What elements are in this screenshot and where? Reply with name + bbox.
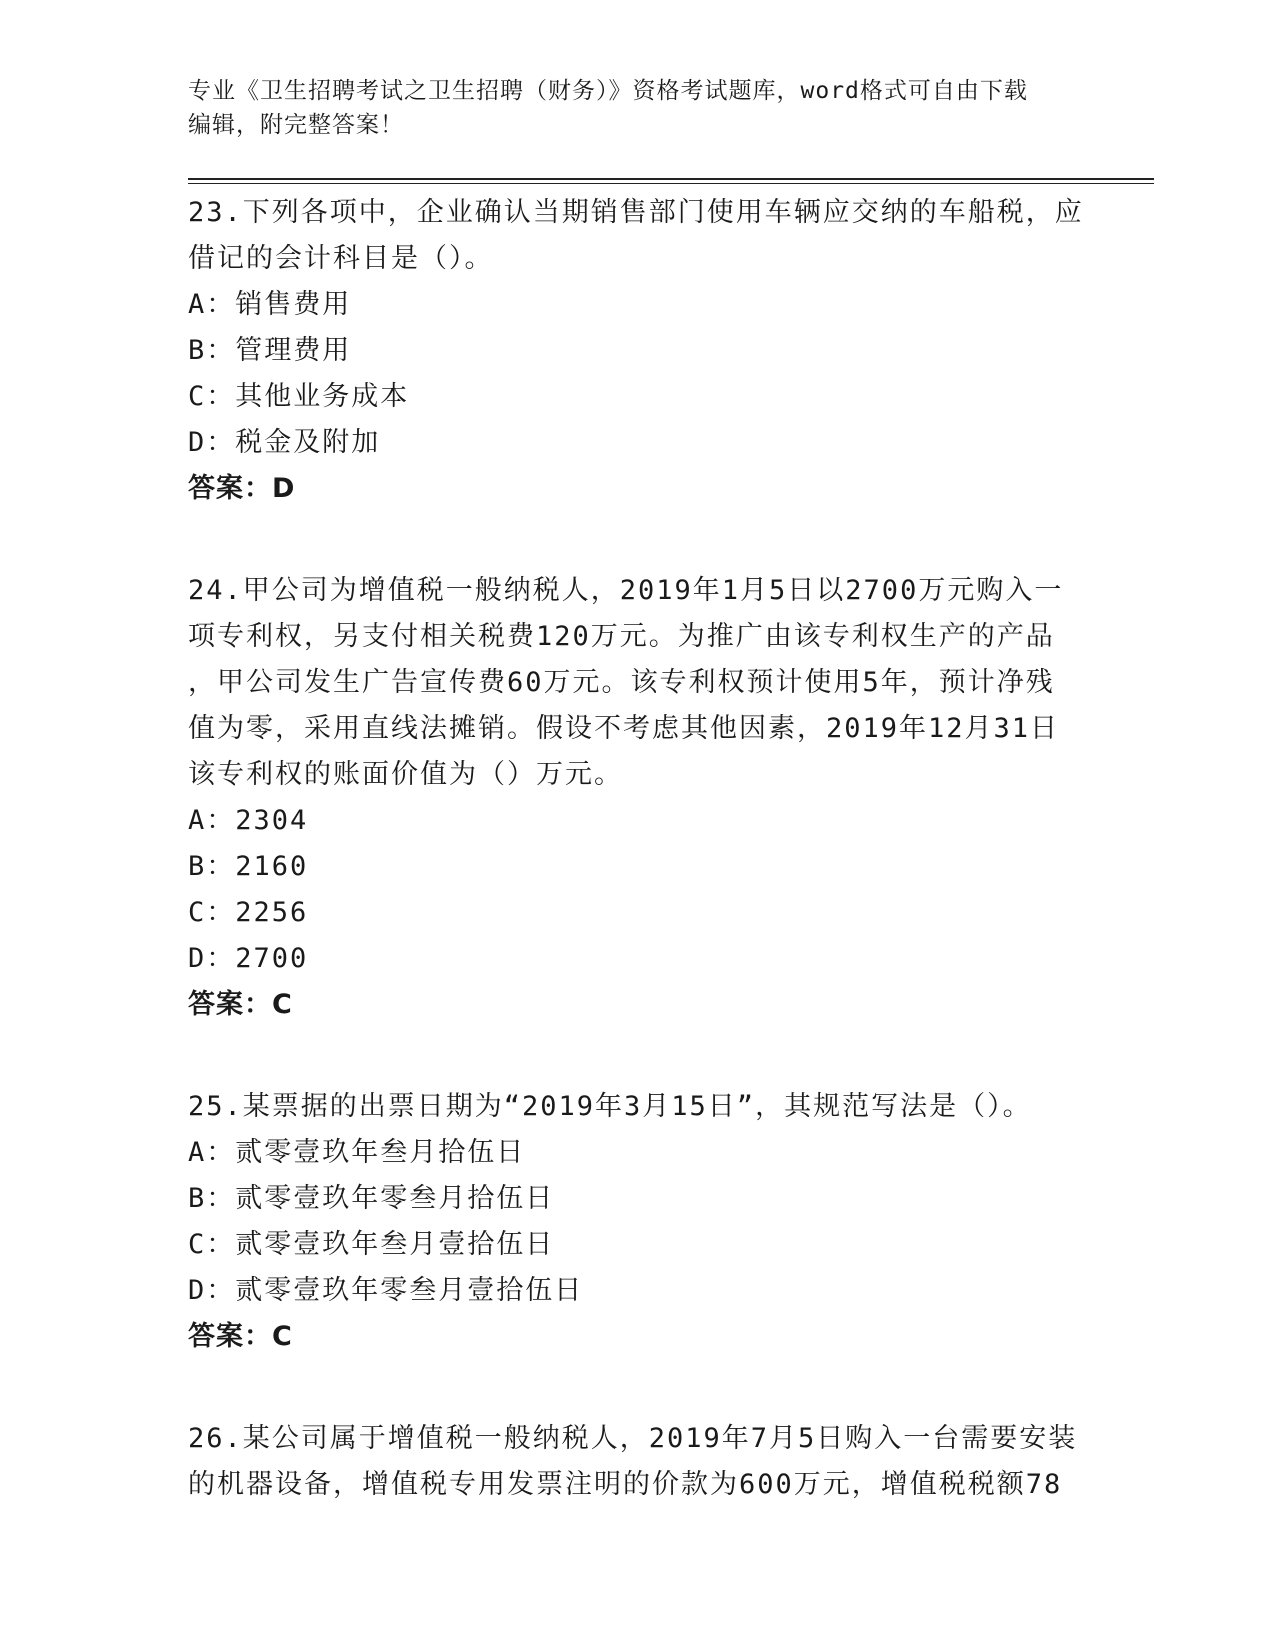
header-divider-thin — [188, 183, 1154, 184]
answer-text: 答案：C — [188, 989, 293, 1020]
question-text: 该专利权的账面价值为（）万元。 — [188, 759, 623, 790]
option-c: C：2256 — [188, 897, 309, 928]
question-text: 的机器设备，增值税专用发票注明的价款为600万元，增值税税额78 — [188, 1469, 1063, 1500]
option-d: D：2700 — [188, 943, 309, 974]
option-a: A：贰零壹玖年叁月拾伍日 — [188, 1137, 526, 1168]
header-line: 专业《卫生招聘考试之卫生招聘（财务）》资格考试题库，word格式可自由下载 — [188, 78, 1028, 104]
question-text: 借记的会计科目是（）。 — [188, 243, 494, 274]
option-c: C：其他业务成本 — [188, 381, 410, 412]
option-a: A：销售费用 — [188, 289, 352, 320]
question-23 — [188, 190, 1088, 512]
option-d: D：贰零壹玖年零叁月壹拾伍日 — [188, 1275, 584, 1306]
option-b: B：2160 — [188, 851, 309, 882]
question-text: 项专利权，另支付相关税费120万元。为推广由该专利权生产的产品 — [188, 621, 1055, 652]
answer-text: 答案：D — [188, 473, 296, 504]
option-a: A：2304 — [188, 805, 309, 836]
answer-text: 答案：C — [188, 1321, 293, 1352]
document-header — [188, 74, 1088, 142]
header-line: 编辑，附完整答案！ — [188, 112, 404, 138]
question-text: 值为零，采用直线法摊销。假设不考虑其他因素，2019年12月31日 — [188, 713, 1060, 744]
question-25 — [188, 1084, 1088, 1360]
header-divider-thick — [188, 178, 1154, 180]
option-b: B：管理费用 — [188, 335, 352, 366]
option-b: B：贰零壹玖年零叁月拾伍日 — [188, 1183, 555, 1214]
question-text: ，甲公司发生广告宣传费60万元。该专利权预计使用5年，预计净残 — [188, 667, 1055, 698]
option-c: C：贰零壹玖年叁月壹拾伍日 — [188, 1229, 555, 1260]
question-text: 23.下列各项中，企业确认当期销售部门使用车辆应交纳的车船税，应 — [188, 197, 1084, 228]
option-d: D：税金及附加 — [188, 427, 381, 458]
question-text: 25.某票据的出票日期为“2019年3月15日”，其规范写法是（）。 — [188, 1091, 1032, 1122]
question-26 — [188, 1416, 1088, 1508]
question-text: 26.某公司属于增值税一般纳税人，2019年7月5日购入一台需要安装 — [188, 1423, 1078, 1454]
question-list — [188, 190, 1088, 1564]
question-text: 24.甲公司为增值税一般纳税人，2019年1月5日以2700万元购入一 — [188, 575, 1064, 606]
question-24 — [188, 568, 1088, 1028]
